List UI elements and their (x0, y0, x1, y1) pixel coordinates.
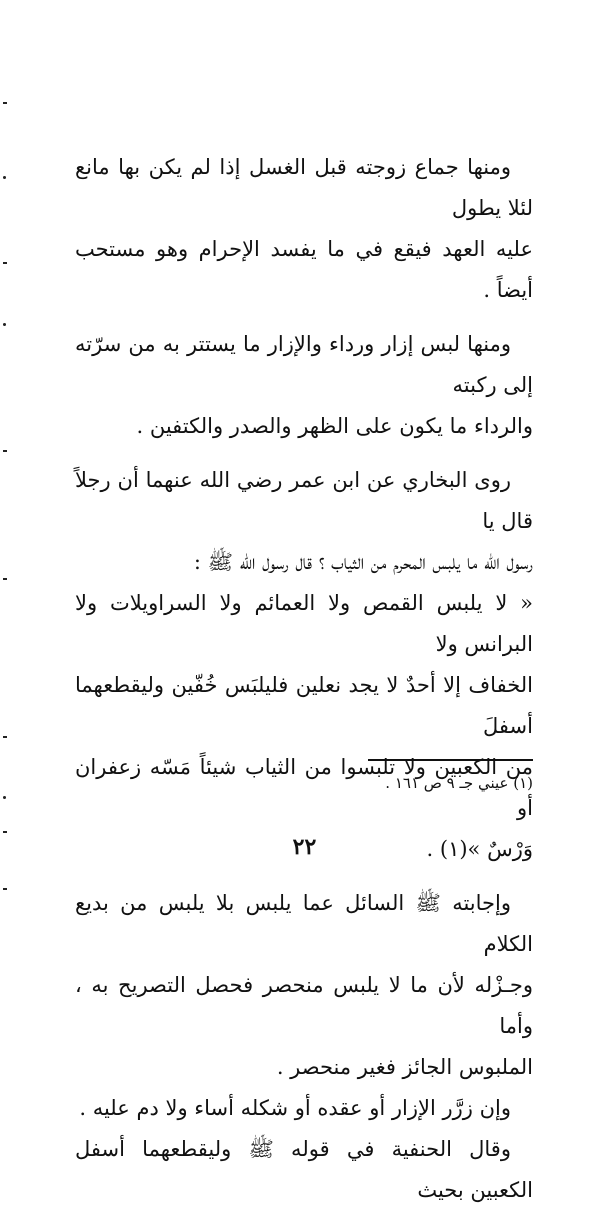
margin-mark (3, 176, 6, 179)
footnote-separator (368, 759, 533, 761)
margin-mark (3, 578, 7, 580)
text-line: والرداء ما يكون على الظهر والصدر والكتفين . (136, 414, 533, 438)
paragraph-6 (75, 1129, 533, 1211)
margin-mark (3, 831, 7, 833)
text-line: وإجابته ﷺ السائل عما يلبس بلا يلبس من بديع الكلام (75, 891, 533, 956)
text-line: روى البخاري عن ابن عمر رضي الله عنهما أن رجلاً قال يا (75, 468, 533, 533)
text-line: ومنها جماع زوجته قبل الغسل إذا لم يكن بها مانع لئلا يطول (75, 155, 533, 220)
text-line: وإن زرَّر الإزار أو عقده أو شكله أساء ولا دم عليه . (79, 1096, 511, 1120)
margin-mark (3, 796, 6, 799)
text-line: وقال الحنفية في قوله ﷺ وليقطعهما أسفل الكعبين بحيث (75, 1137, 533, 1202)
paragraph-2 (75, 324, 533, 447)
margin-mark (3, 888, 7, 890)
text-line: من الكعبين ولا تلبسوا من الثياب شيئاً مَسّه زعفران أو (75, 755, 533, 820)
paragraph-4 (75, 883, 533, 1088)
margin-mark (3, 102, 7, 104)
text-line: « لا يلبس القمص ولا العمائم ولا السراويلات ولا البرانس ولا (75, 591, 533, 656)
page-number: ٢٢ (292, 834, 317, 860)
text-line: الخفاف إلا أحدٌ لا يجد نعلين فليلبَس خُفّين وليقطعهما أسفلَ (75, 673, 533, 738)
paragraph-1 (75, 147, 533, 311)
paragraph-5 (75, 1088, 533, 1129)
text-line: وجـزْله لأن ما لا يلبس منحصر فحصل التصريح به ، وأما (75, 973, 533, 1038)
paragraph-3 (75, 460, 533, 870)
text-line: وَرْسٌ »(١) . (426, 837, 533, 861)
main-text (75, 147, 533, 1211)
margin-mark (3, 323, 6, 326)
margin-mark (3, 262, 7, 264)
text-line: الملبوس الجائز فغير منحصر . (276, 1055, 533, 1079)
text-line: رسول الله ما يلبس المحرم من الثياب ؟ قال رسول الله ﷺ : (193, 550, 533, 574)
margin-mark (3, 450, 7, 452)
margin-mark (3, 736, 7, 738)
footnote: (١) عيني جـ ٩ ص ١٦١ . (385, 774, 533, 792)
text-line: عليه العهد فيقع في ما يفسد الإحرام وهو مستحب أيضاً . (75, 237, 533, 302)
text-line: ومنها لبس إزار ورداء والإزار ما يستتر به من سرّته إلى ركبته (75, 332, 533, 397)
